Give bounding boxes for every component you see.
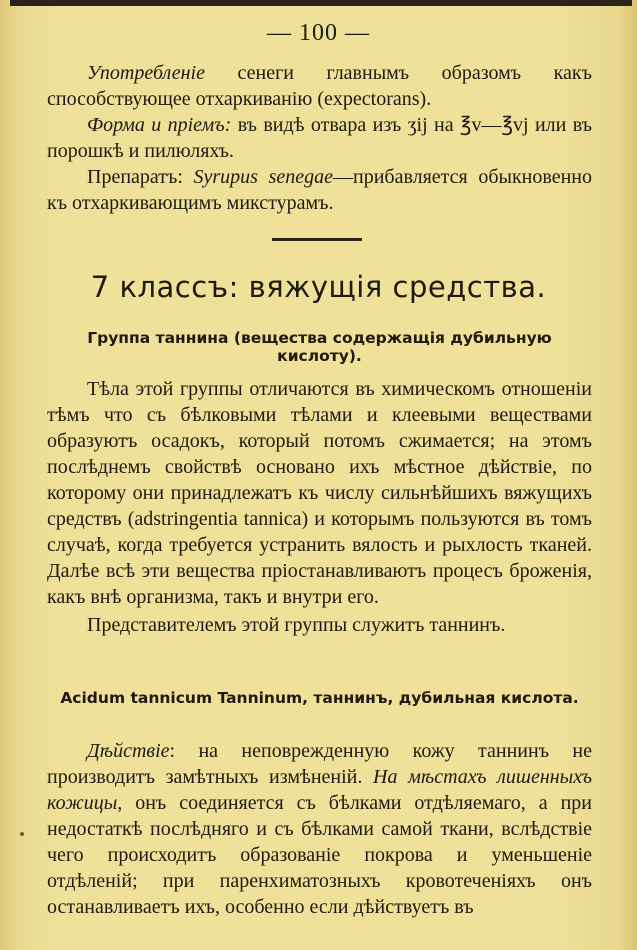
section-separator	[272, 238, 362, 241]
preparation-paragraph	[47, 164, 592, 216]
action-text-2: онъ соединяется съ бѣлками отдѣляемаго, а при недостаткѣ послѣдняго и съ бѣлками самой ткани, вслѣдствіе чего происходитъ образованіе покрова и уменьшеніе отдѣленій; при паренхиматозныхъ кровотеченіяхъ онъ останавливаетъ ихъ, особенно если дѣйствуетъ въ	[47, 792, 592, 918]
senega-section	[47, 60, 592, 216]
action-italic-2: На мѣстахъ лишенныхъ кожицы,	[47, 766, 592, 814]
action-label: Дѣйствіе	[87, 740, 170, 762]
action-paragraph	[47, 738, 592, 920]
preparation-text: —прибавляется обыкновенно къ отхаркивающимъ микстурамъ.	[47, 166, 592, 214]
usage-label: Употребленіе	[87, 62, 205, 84]
paper-spot	[20, 832, 24, 836]
form-label: Форма и пріемъ:	[87, 114, 232, 136]
drug-heading: Acidum tannicum Tanninum, таннинъ, дубильная кислота.	[60, 689, 579, 707]
usage-paragraph	[47, 60, 592, 112]
top-border-rule	[10, 0, 632, 6]
preparation-label: Препаратъ:	[87, 166, 194, 188]
form-paragraph	[47, 112, 592, 164]
group-paragraph-2: Представителемъ этой группы служитъ таннинъ.	[87, 614, 506, 636]
usage-text: сенеги главнымъ образомъ какъ способствующее отхаркиванію (expectorans).	[47, 62, 592, 110]
group-heading: Группа таннина (вещества содержащія дубильную кислоту).	[87, 329, 552, 365]
tannin-group-section	[47, 376, 592, 638]
action-section	[47, 738, 592, 920]
group-paragraph-1: Тѣла этой группы отличаются въ химическомъ отношеніи тѣмъ что съ бѣлковыми тѣлами и клеевыми веществами образуютъ осадокъ, который потомъ сжимается; на этомъ послѣднемъ свойствѣ основано ихъ мѣстное дѣйствіе, по которому они принадлежатъ къ числу сильнѣйшихъ вяжущихъ средствъ (adstringentia tannica) и которымъ пользуются въ томъ случаѣ, когда требуется устранить вялость и рыхлость тканей. Далѣе всѣ эти вещества пріостанавливаютъ процесъ броженія, какъ внѣ организма, такъ и внутри его.	[47, 378, 592, 608]
action-text-1: : на неповрежденную кожу таннинъ не производитъ замѣтныхъ измѣненій.	[47, 740, 592, 788]
preparation-name: Syrupus senegae	[193, 166, 333, 188]
class-heading: 7 классъ: вяжущія средства.	[90, 270, 547, 304]
page-number: — 100 —	[267, 20, 370, 46]
form-text: въ видѣ отвара изъ ʒij на ℥v—℥vj или въ порошкѣ и пилюляхъ.	[47, 114, 593, 162]
